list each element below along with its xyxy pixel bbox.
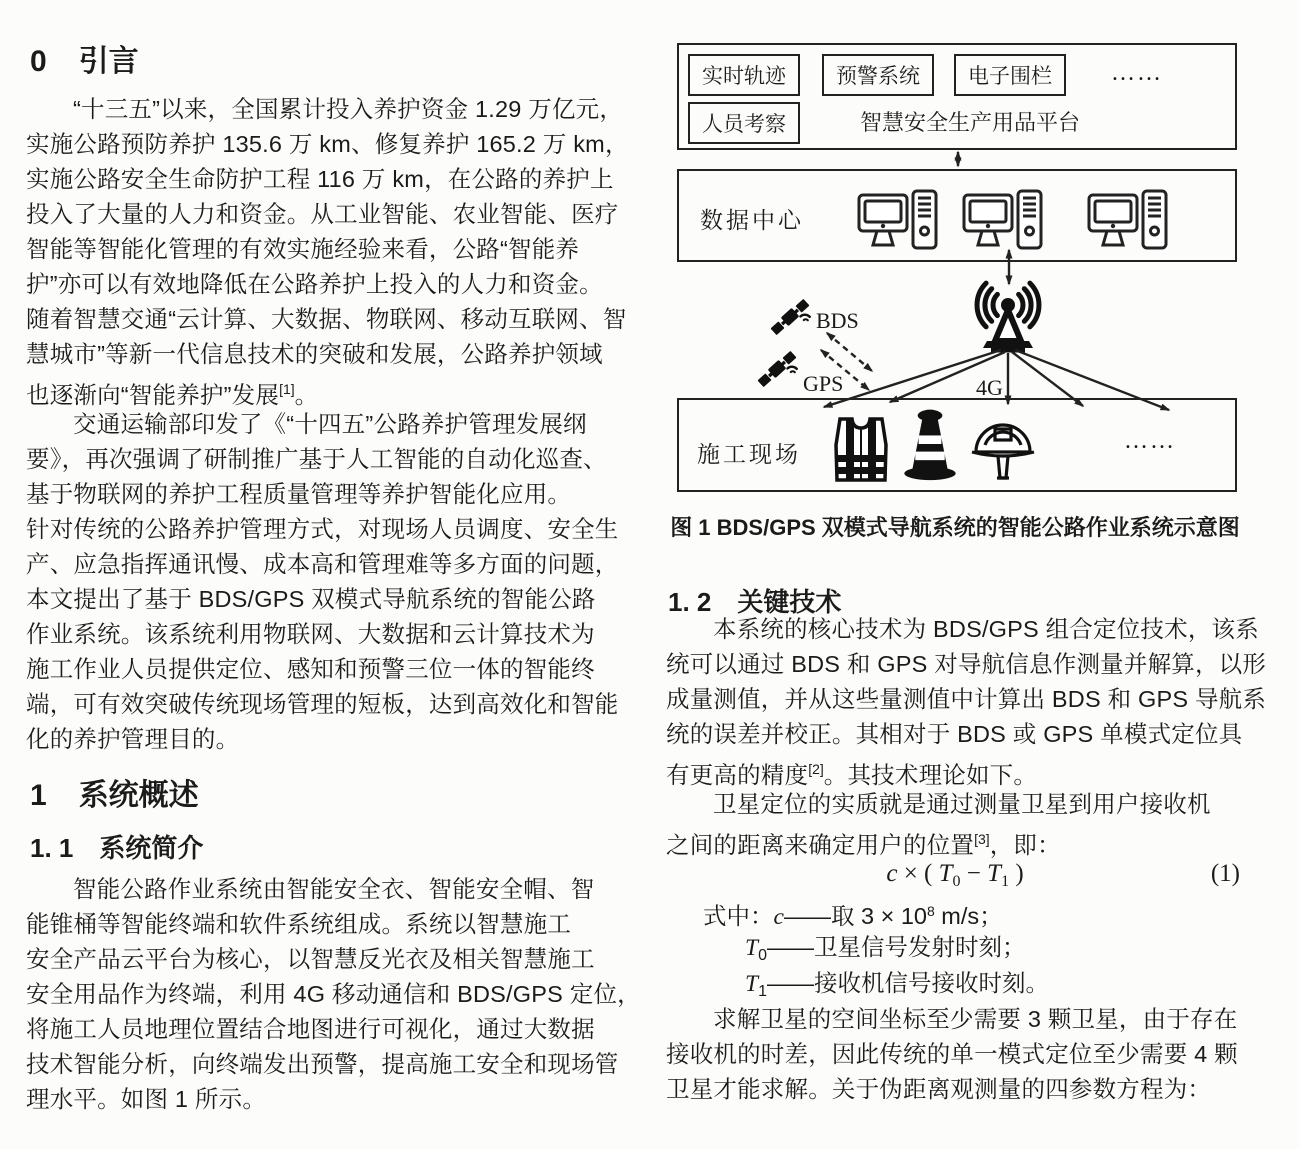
section-number: 1. 1 (30, 833, 74, 863)
equation-number: (1) (1210, 860, 1240, 887)
math-var-c: c (886, 860, 898, 887)
section-1-1-heading (30, 828, 203, 865)
reference-mark: [2] (808, 761, 824, 777)
text-line: 施工作业人员提供定位、感知和预警三位一体的智能终 (26, 656, 595, 682)
math-var-t0: T (745, 935, 759, 961)
text-line: 统可以通过 BDS 和 GPS 对导航信息作测量并解算，以形 (666, 651, 1267, 677)
text-line: 安全用品作为终端，利用 4G 移动通信和 BDS/GPS 定位， (26, 981, 641, 1007)
text-line: 将施工人员地理位置结合地图进行可视化，通过大数据 (26, 1016, 595, 1042)
section-0-heading (30, 36, 139, 80)
text-line: 端，可有效突破传统现场管理的短板，达到高效化和智能 (26, 691, 619, 717)
dash: —— (783, 903, 831, 929)
where-line-t1 (666, 965, 1244, 1001)
text-line: 基于物联网的养护工程质量管理等养护智能化应用。 (26, 481, 572, 507)
text-line: 交通运输部印发了《“十四五”公路养护管理发展纲 (73, 411, 587, 437)
text-line (666, 822, 1244, 857)
equation-where-list (666, 893, 1244, 1001)
site-label: 施工现场 (697, 442, 801, 467)
datacenter-label: 数据中心 (700, 208, 804, 233)
figure-1 (675, 40, 1240, 500)
4g-label: 4G (976, 375, 1003, 400)
text-span: 。其技术理论如下。 (823, 762, 1038, 788)
text-line: “十三五”以来，全国累计投入养护资金 1.29 万亿元， (73, 96, 624, 122)
section-title: 关键技术 (737, 587, 842, 617)
base-station-icon (977, 283, 1039, 352)
text-span: ，即： (989, 832, 1061, 858)
math-var-t0: T (938, 860, 953, 887)
bds-satellite-icon (770, 298, 816, 343)
where-line-t0 (666, 929, 1244, 965)
text-line: 慧城市”等新一代信息技术的突破和发展，公路养护领域 (26, 341, 603, 367)
box-label: 实时轨迹 (702, 64, 786, 88)
text-span: 之间的距离来确定用户的位置 (666, 832, 975, 858)
math-subscript: 1 (758, 983, 767, 1000)
math-operator: ) (1009, 860, 1024, 887)
text-line: 实施公路安全生命防护工程 116 万 km，在公路的养护上 (26, 166, 614, 192)
intro-paragraph-1 (26, 92, 629, 408)
gps-label: GPS (803, 371, 844, 396)
text-line: 智能等智能化管理的有效实施经验来看，公路“智能养 (26, 236, 580, 262)
text-line (26, 372, 620, 407)
text-line: 实施公路预防养护 135.6 万 km、修复养护 165.2 万 km， (26, 131, 629, 157)
text-line: 产、应急指挥通讯慢、成本高和管理难等多方面的问题， (26, 551, 619, 577)
text-span: 也逐渐向“智能养护”发展 (26, 382, 280, 408)
platform-ellipsis: …… (1111, 60, 1163, 86)
section-title: 系统简介 (99, 833, 204, 863)
math-operator: × ( (897, 860, 939, 887)
math-subscript: 1 (1001, 873, 1010, 890)
bds-link-arrow (827, 333, 872, 371)
equation-1 (666, 856, 1244, 892)
text-line (666, 752, 1244, 787)
math-var-t1: T (987, 860, 1002, 887)
intro-paragraph-2 (26, 407, 620, 757)
math-var-t1: T (745, 971, 759, 997)
text-line: 卫星定位的实质就是通过测量卫星到用户接收机 (713, 791, 1211, 817)
text-line: 技术智能分析，向终端发出预警，提高施工安全和现场管 (26, 1051, 619, 1077)
text-line: 化的养护管理目的。 (26, 726, 240, 752)
text-line: 投入了大量的人力和资金。从工业智能、农业智能、医疗 (26, 201, 619, 227)
text-line: 随着智慧交通“云计算、大数据、物联网、移动互联网、智 (26, 306, 627, 332)
text-span: m/s； (934, 903, 1003, 929)
text-line: 理水平。如图 1 所示。 (26, 1086, 267, 1112)
text-span: 接收机信号接收时刻。 (813, 970, 1049, 996)
gps-satellite-icon (757, 350, 803, 395)
text-line: 接收机的时差，因此传统的单一模式定位至少需要 4 颗 (666, 1041, 1238, 1067)
text-line: 卫星才能求解。关于伪距离观测量的四参数方程为： (666, 1076, 1212, 1102)
reference-mark: [3] (974, 831, 990, 847)
platform-item-personnel-inspection (688, 102, 800, 144)
text-span: 。 (294, 382, 319, 408)
text-span: 式中： (703, 903, 774, 929)
section-1-heading (30, 770, 199, 814)
section-number: 1. 2 (668, 587, 712, 617)
section-number: 0 (30, 45, 47, 78)
text-line: 安全产品云平台为核心，以智慧反光衣及相关智慧施工 (26, 946, 595, 972)
math-var-c: c (773, 904, 784, 930)
site-ellipsis: …… (1124, 428, 1176, 454)
reference-mark: [1] (279, 381, 295, 397)
text-line: 能锥桶等智能终端和软件系统组成。系统以智慧施工 (26, 911, 572, 937)
box-label: 预警系统 (836, 64, 920, 88)
dash: —— (766, 970, 814, 996)
text-line: 求解卫星的空间坐标至少需要 3 颗卫星，由于存在 (713, 1006, 1238, 1032)
text-line: 本文提出了基于 BDS/GPS 双模式导航系统的智能公路 (26, 586, 596, 612)
where-line-c (666, 893, 1244, 929)
text-line: 作业系统。该系统利用物联网、大数据和云计算技术为 (26, 621, 595, 647)
section-title: 引言 (78, 45, 139, 78)
platform-label: 智慧安全生产用品平台 (859, 110, 1080, 135)
platform-item-warning-system (822, 54, 934, 96)
math-superscript: 8 (926, 903, 935, 919)
section-number: 1 (30, 779, 47, 812)
text-line: 智能公路作业系统由智能安全衣、智能安全帽、智 (73, 876, 595, 902)
math-subscript: 0 (952, 873, 961, 890)
text-line: 成量测值，并从这些量测值中计算出 BDS 和 GPS 导航系 (666, 686, 1267, 712)
bds-label: BDS (816, 308, 859, 333)
keytech-paragraph-3 (666, 1002, 1244, 1107)
text-line: 本系统的核心技术为 BDS/GPS 组合定位技术，该系 (713, 616, 1259, 642)
platform-item-electronic-fence (954, 54, 1066, 96)
keytech-paragraph-2 (666, 787, 1244, 857)
figure-caption: 图 1 BDS/GPS 双模式导航系统的智能公路作业系统示意图 (670, 515, 1240, 540)
dash: —— (766, 934, 814, 960)
math-subscript: 0 (758, 947, 767, 964)
platform-item-realtime-track (688, 54, 800, 96)
text-line: 统的误差并校正。其相对于 BDS 或 GPS 单模式定位具 (666, 721, 1243, 747)
section-title: 系统概述 (78, 779, 199, 812)
text-line: 要》，再次强调了研制推广基于人工智能的自动化巡查、 (26, 446, 607, 472)
text-line: 护”亦可以有效地降低在公路养护上投入的人力和资金。 (26, 271, 603, 297)
math-operator: − (960, 860, 988, 887)
text-span: 取 3 × 10 (830, 903, 927, 929)
keytech-paragraph-1 (666, 612, 1267, 788)
text-span: 有更高的精度 (666, 762, 809, 788)
overview-paragraph (26, 872, 641, 1117)
text-line: 针对传统的公路养护管理方式，对现场人员调度、安全生 (26, 516, 619, 542)
box-label: 电子围栏 (968, 64, 1052, 88)
box-label: 人员考察 (702, 112, 786, 136)
text-span: 卫星信号发射时刻； (813, 934, 1026, 960)
